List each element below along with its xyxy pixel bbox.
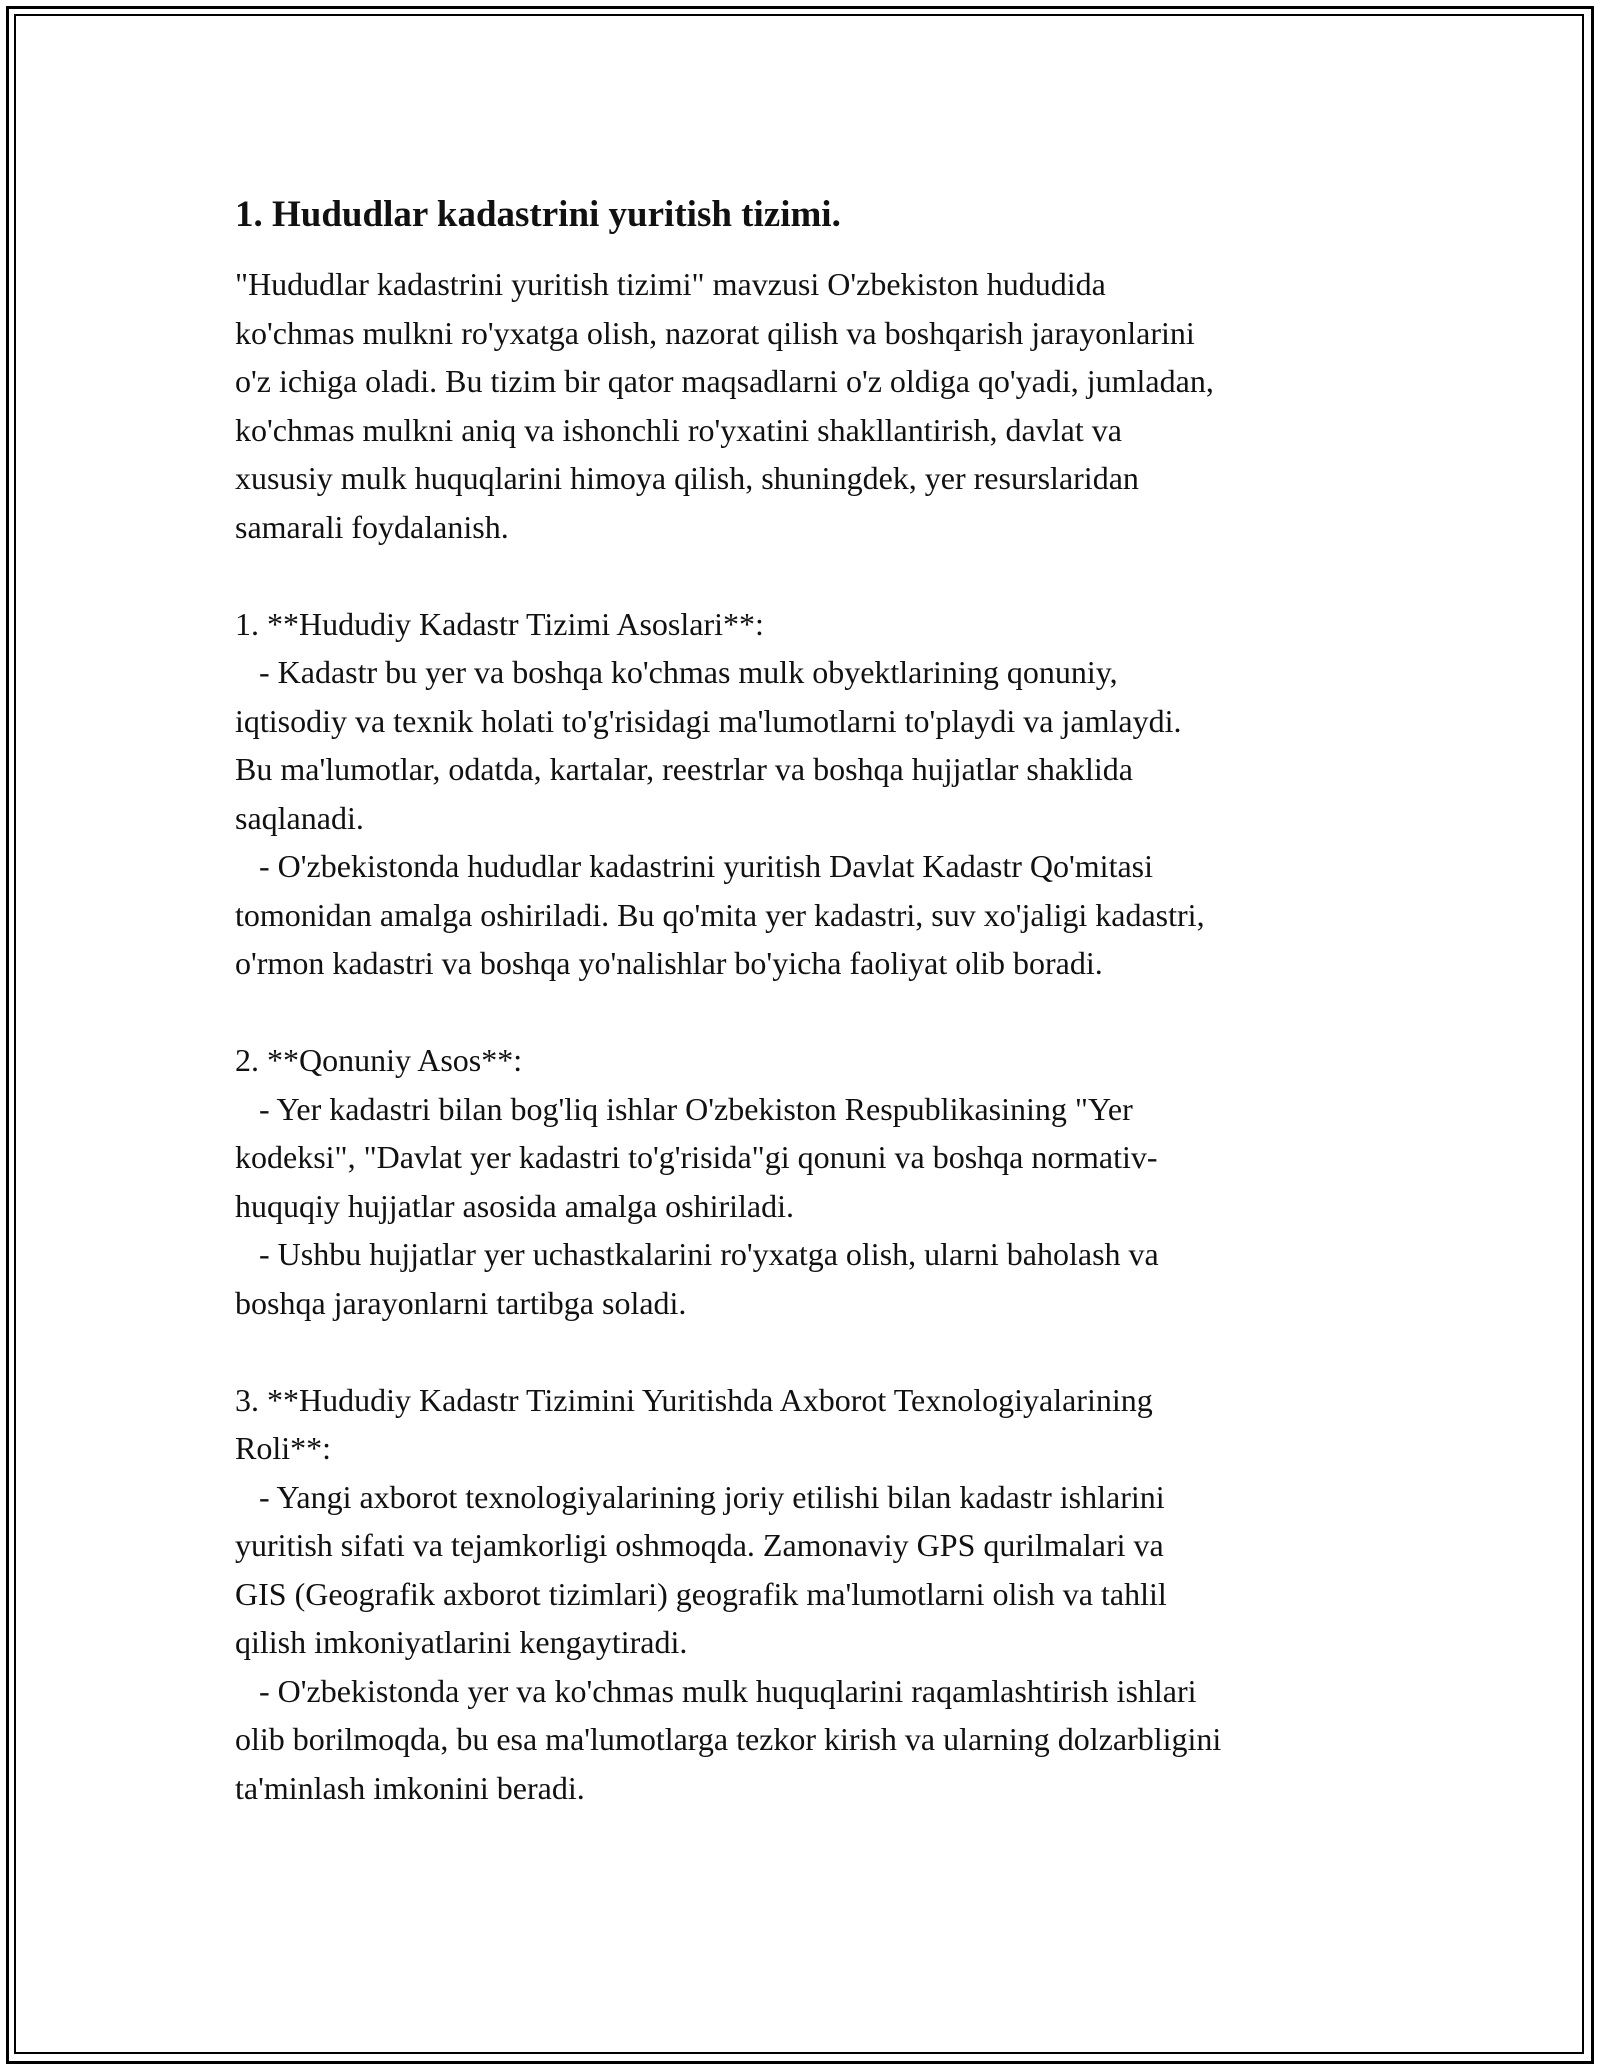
list-item: - O'zbekistonda hududlar kadastrini yuritish Davlat Kadastr Qo'mitasi tomonidan amalga oshiriladi. Bu qo'mita yer kadastri, suv xo'jaligi kadastri, o'rmon kadastri va boshqa yo'nalishlar bo'yicha faoliyat olib boradi.	[235, 848, 1205, 981]
list-item: - O'zbekistonda yer va ko'chmas mulk huquqlarini raqamlashtirish ishlari olib borilmoqda, bu esa ma'lumotlarga tezkor kirish va ularning dolzarbligini ta'minlash imkonini beradi.	[235, 1672, 1222, 1806]
section-spacer	[235, 551, 1375, 600]
intro-paragraph: "Hududlar kadastrini yuritish tizimi" mavzusi O'zbekiston hududida ko'chmas mulkni ro'yxatga olish, nazorat qilish va boshqarish jarayonlarini o'z ichiga oladi. Bu tizim bir qator maqsadlarni o'z oldiga qo'yadi, jumladan, ko'chmas mulkni aniq va ishonchli ro'yxatini shakllantirish, davlat va xususiy mulk huquqlarini himoya qilish, shuningdek, yer resurslaridan samarali foydalanish.	[235, 266, 1214, 545]
list-item: - Yangi axborot texnologiyalarining joriy etilishi bilan kadastr ishlarini yuritish sifati va tejamkorligi oshmoqda. Zamonaviy GPS qurilmalari va GIS (Geografik axborot tizimlari) geografik ma'lumotlarni olish va tahlil qilish imkoniyatlarini kengaytiradi.	[235, 1478, 1167, 1660]
section-3	[235, 1376, 1375, 1813]
section-heading: 2. **Qonuniy Asos**:	[235, 1042, 523, 1078]
document-body	[235, 190, 1375, 1812]
section-heading: 1. **Hududiy Kadastr Tizimi Asoslari**:	[235, 605, 764, 642]
list-item: - Ushbu hujjatlar yer uchastkalarini ro'yxatga olish, ularni baholash va boshqa jarayonlarni tartibga soladi.	[235, 1236, 1159, 1321]
list-item: - Kadastr bu yer va boshqa ko'chmas mulk obyektlarining qonuniy, iqtisodiy va texnik holati to'g'risidagi ma'lumotlarni to'playdi va jamlaydi. Bu ma'lumotlar, odatda, kartalar, reestrlar va boshqa hujjatlar shaklida saqlanadi.	[235, 654, 1182, 836]
document-title: 1. Hududlar kadastrini yuritish tizimi.	[235, 194, 841, 235]
section-1	[235, 600, 1375, 988]
section-heading: 3. **Hududiy Kadastr Tizimini Yuritishda Axborot Texnologiyalarining Roli**:	[235, 1381, 1153, 1466]
list-item: - Yer kadastri bilan bog'liq ishlar O'zbekiston Respublikasining "Yer kodeksi", "Davlat yer kadastri to'g'risida"gi qonuni va boshqa normativ- huquqiy hujjatlar asosida amalga oshiriladi.	[235, 1090, 1158, 1224]
section-spacer	[235, 1327, 1375, 1376]
section-2	[235, 1036, 1375, 1327]
section-spacer	[235, 988, 1375, 1037]
